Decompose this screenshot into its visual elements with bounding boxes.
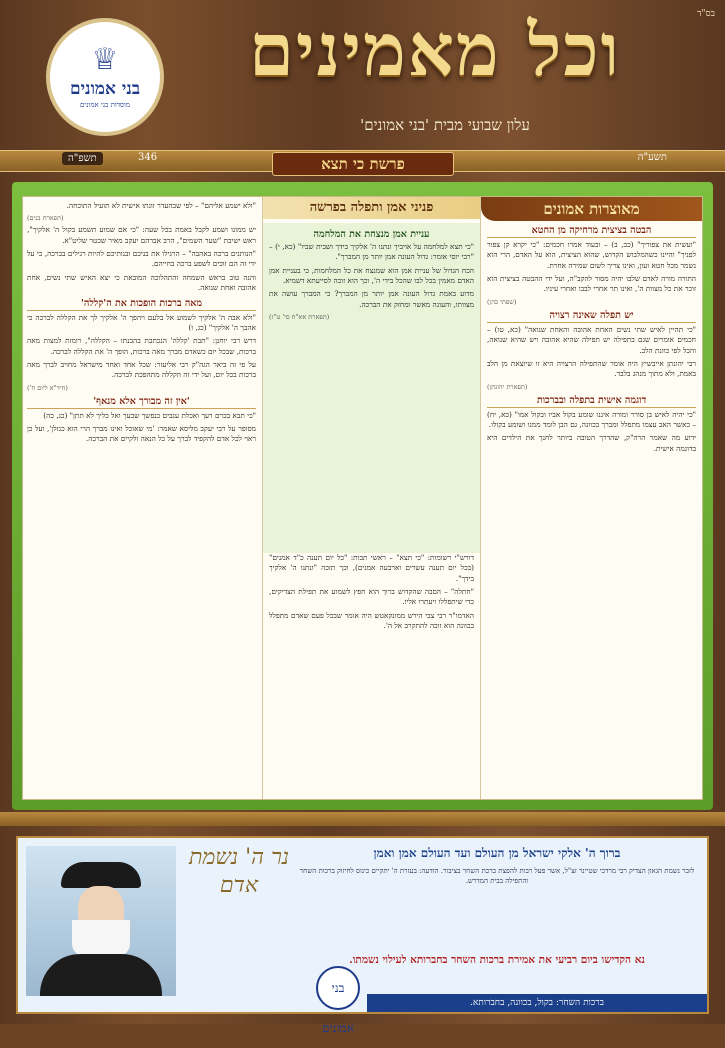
otzrot-banner: מאוצרות אמונים: [481, 197, 702, 221]
source-note: (תפארת בנים): [27, 214, 64, 223]
column-left: [21, 197, 262, 799]
hat-shape: [61, 862, 141, 888]
section-title: מאה ברכות הופכות את ה'קללה': [27, 298, 256, 311]
source-note: (תפארת אא"ח סי' ט"ז): [269, 313, 330, 322]
section-title: דוגמה אישית בתפלה ובברכות: [487, 395, 696, 408]
source-note: (תפארת יהונתן): [487, 382, 528, 391]
source-note: (שפתי כהן): [487, 297, 517, 306]
paragraph: דורש"י רשומות: "כי תצא" – ראשי תבות: "כל יום תענה כ"ד אמנים" (בכל יום תענה עשרים וארבעה אמנים), וכך תזכה "ונתנו ה' אלקיך בידך".: [269, 553, 474, 583]
source-note: (חיד"א ליום ח'): [27, 383, 68, 392]
paragraph: "כי תצא למלחמה על אויביך ונתנו ה' אלקיך בידך ושבית שביו" (כא, י) – "רבי יוסי אומר: גדול העונה אמן יותר מן המברך".: [269, 242, 474, 262]
paragraph: התורה מורה לאדם שלבו יהיה מסור להקב"ה, ועל ידי ההבטה בציצית הוא זוכר את כל מצוות ה', ואינו תר אחרי לבבו ואחרי עיניו.: [487, 274, 696, 294]
crown-icon: ♕: [91, 42, 119, 77]
paragraph: על פי זה ביאר הגה"ק רבי אליעזר: שכל אחד ואחד מישראל מחויב לברך מאה ברכות בכל יום, ועל ידי זה הקללה מתהפכת לברכה.: [27, 359, 256, 380]
logo-sub: מוסדות בני אמונים: [80, 101, 130, 109]
logo: [46, 18, 164, 136]
bsd-mark: בס"ד: [697, 9, 715, 19]
column-right: [480, 197, 702, 799]
paragraph: מדוע באמת גדול העונה אמן יותר מן המברך? כי המברך עושה את מצוותו, והעונה מאשר ומחזק את הברכה.: [269, 289, 474, 309]
logo-name: בני אמונים: [69, 79, 141, 99]
content-paper: [22, 196, 703, 800]
paragraph: "ולא אבה ה' אלקיך לשמוע אל בלעם ויהפך ה' אלקיך לך את הקללה לברכה כי אהבך ה' אלקיך" (כג, ו): [27, 312, 256, 332]
amen-box: [263, 223, 480, 553]
paragraph: דרש רבי יוחנן: "תבת 'קללה' הנכתבת בהבנתו – הקללה", רומזת למצות מאה ברכות, שבכל יום כשאדם מברך מאה ברכות, הופך ה' את הקללה לברכה.: [27, 336, 256, 356]
paragraph: "חתלה" – הסבה שהקדוש ברוך הוא חפץ לשמוע את תפילת הצדיקים, כדי שיתפללו ויעתרו אליו.: [269, 587, 474, 607]
pninei-banner: פניני אמן ותפלה בפרשה: [263, 197, 480, 219]
memorial-call: נא הקדישו ביום רביעי את אמירת ברכות השחר בחברותא לעילוי נשמתו.: [349, 954, 645, 966]
candle-verse: נר ה' נשמת אדם: [188, 845, 290, 898]
section-title: עניית אמן מנצחת את המלחמה: [313, 229, 430, 240]
paragraph: מסופר על רבי יעקב מליסא שאמר: 'מי שאוכל ואינו מברך הרי הוא כגזלן', ועל כן ראוי לכל אדם להקפיד לברך על כל הנאה ולקיים את הברכה.: [27, 424, 256, 444]
memorial-headline: ברוך ה' אלקי ישראל מן העולם ועד העולם אמן ואמן: [373, 846, 621, 860]
date-right: תשע"ה: [637, 152, 667, 163]
coat-shape: [40, 954, 162, 996]
small-logo: בני אמונים: [316, 966, 360, 1010]
paragraph: "הנותנים ברכה באהבה" – הרגילו את בניכם ובנותיכם להיות רגילים בברכה, כי על ידי זה הם זוכים לשפע ברכה בחייהם.: [27, 249, 256, 269]
paragraph: הכח הגדול של עניית אמן הוא שמנצח את כל המלחמות, כי בעניית אמן האדם מאמין בכל לבו שהכל בידי ה', וכך הוא זוכה לסייעתא דשמיא.: [269, 265, 474, 286]
paragraph: "כי יהיה לאיש בן סורר ומורה איננו שומע בקול אביו ובקול אמו" (כא, יח) – כאשר האב עצמו מתפלל ומברך בכוונה, גם הבן לומד ממנו ושומע בקולו.: [487, 409, 696, 429]
bottom-divider-strip: [0, 812, 725, 826]
paragraph: האדמו"ר רבי צבי הירש ממונקאטש היה אומר שבכל פעם שאדם מתפלל בכוונה הוא זוכה להתקרב אל ה'.: [269, 610, 474, 631]
paragraph: "ולא ישמע אליהם" – לפי שבהעדר זוגתו אישית לא תועיל התוכחה.: [66, 201, 256, 210]
masthead: [0, 0, 725, 172]
masthead-title: וכל מאמינים: [248, 7, 622, 92]
column-middle: [262, 197, 480, 799]
year-badge: תשפ"ה: [62, 152, 103, 165]
section-title: הבטה בציצית מרחיקה מן החטא: [487, 225, 696, 238]
paragraph: רבי יהונתן אייבשיץ היה אומר שהתפילה הרצויה היא זו שיוצאת מן הלב באמת, ולא מתוך מנהג בלבד.: [487, 358, 696, 379]
memorial-banner: [16, 836, 709, 1035]
paragraph: ידוע מה שאמר הרה"ק, שהדרך הטובה ביותר לחנך את הילדים היא בדוגמה אישית.: [487, 433, 696, 453]
masthead-subtitle: עלון שבועי מבית 'בני אמונים': [360, 116, 530, 134]
paragraph: "ועשית את צפוריך" (כב, ב) – ובעוד אמרו חכמים: "כי יקרא קן צפור לפניך" והיינו כשהמלבוש הקדוש, שהוא הציצית, הוא על האדם, הרי הוא נשמר מכל חטא ועון, ואינו צריך לשום שמירה אחרת.: [487, 240, 696, 270]
paragraph: "כי תבא בכרם רעך ואכלת ענבים כנפשך שבעך ואל כליך לא תתן" (כג, כה): [43, 410, 256, 420]
memorial-footer: ברכות השחר: בקול, בכוונה, בחברותא.: [367, 994, 707, 1012]
paragraph: "כי תהיין לאיש שתי נשים האחת אהובה והאחת שנואה" (כא, טו) – חכמים אומרים שגם בתפילה יש תפילה שהיא אהובה ויש שהיא שנואה, והכל לפי כוונת הלב.: [487, 324, 696, 355]
portrait-image: [26, 846, 176, 996]
paragraph: יש ממונו ושמע לקבל באמת בכל שעה: "כי אם שמוע תשמע בקול ה' אלקיך", ראש ישיבת "שער השמים", הרב אברהם יעקב מאיר שכטר שליט"א.: [27, 225, 256, 245]
issue-number: 346: [138, 152, 158, 163]
section-title: 'אין זה מבורך אלא מנאף': [27, 396, 256, 409]
memorial-text: לזכר נשמת הגאון הצדיק רבי מרדכי שטיינר זצ"ל, אשר פעל רבות להפצת ברכת השחר בציבור. הודעה: בעזרת ה' יתקיים כינוס לחיזוק ברכות השחר והתפילה בבית המדרש.: [299, 867, 695, 886]
parasha-badge: פרשת כי תצא: [272, 152, 454, 176]
paragraph: והנה טוב בראש השמחה והתהלוכה המובאת כי יצא האיש שתי נשים, אחת אהובה ואחת שנואה.: [27, 272, 256, 293]
section-title: יש תפלה שאינה רצויה: [487, 310, 696, 323]
